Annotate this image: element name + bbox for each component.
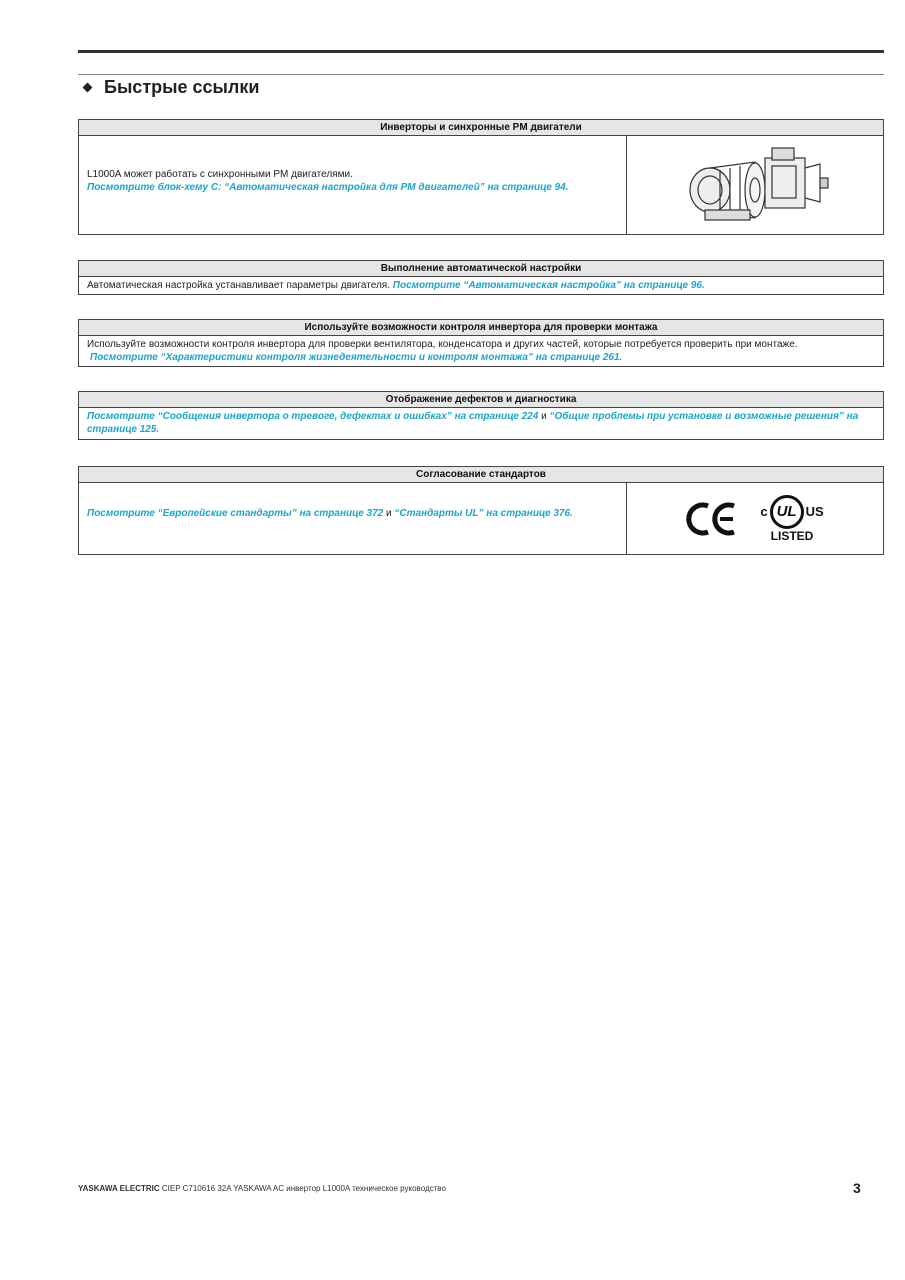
ul-us-text: US [805, 504, 824, 519]
conjunction-text: и [386, 508, 392, 519]
ce-mark-icon [686, 502, 738, 536]
top-rule [78, 50, 884, 53]
ul-circle: UL [770, 495, 804, 529]
cross-reference-link[interactable]: Посмотрите “Европейские стандарты” на странице 372 [87, 508, 384, 519]
cross-reference-link[interactable]: Посмотрите “Сообщения инвертора о тревоге, дефектах и ошибках” на странице 224 [87, 411, 539, 422]
footer-text: CIEP C710616 32A YASKAWA AC инвертор L1000A техническое руководство [161, 1184, 446, 1193]
table-header: Отображение дефектов и диагностика [79, 392, 883, 408]
table-cell [79, 408, 883, 438]
table-monitoring [78, 319, 884, 367]
table-diagnostics [78, 391, 884, 440]
conjunction-text: и [541, 411, 547, 422]
table-header: Согласование стандартов [79, 467, 883, 483]
page-footer [78, 1184, 446, 1193]
cross-reference-link[interactable]: Посмотрите “Автоматическая настройка” на странице 96. [392, 280, 705, 291]
section-title: Быстрые ссылки [104, 77, 260, 97]
cross-reference-link[interactable]: “Общие проблемы при установке и возможные решения” на странице 125. [87, 411, 859, 435]
motor-illustration-icon [680, 140, 830, 230]
table-auto-tuning [78, 260, 884, 295]
table-header: Используйте возможности контроля инвертора для проверки монтажа [79, 320, 883, 336]
ul-c-text: c [760, 504, 768, 519]
cross-reference-link[interactable]: “Стандарты UL” на странице 376. [394, 508, 573, 519]
table-standards [78, 466, 884, 555]
table-header: Выполнение автоматической настройки [79, 261, 883, 277]
table-header: Инверторы и синхронные PM двигатели [79, 120, 883, 136]
ul-listed-mark-icon [760, 495, 823, 543]
table-pm-motors [78, 119, 884, 235]
section-heading [82, 77, 259, 98]
image-cell [626, 483, 883, 554]
cross-reference-link[interactable]: Посмотрите “Характеристики контроля жизнедеятельности и контроля монтажа” на странице 261. [90, 352, 623, 363]
footer-brand: YASKAWA ELECTRIC [78, 1184, 160, 1193]
page-number: 3 [853, 1180, 861, 1196]
table-cell [79, 277, 883, 294]
title-rule [78, 74, 884, 75]
body-text: L1000A может работать с синхронными PM двигателями. [87, 169, 353, 180]
table-cell [79, 136, 626, 234]
body-text: Автоматическая настройка устанавливает параметры двигателя. [87, 280, 390, 291]
ul-listed-text: LISTED [770, 528, 814, 543]
diamond-bullet-icon [83, 83, 93, 93]
table-cell [79, 483, 626, 554]
table-cell [79, 336, 883, 366]
body-text: Используйте возможности контроля инвертора для проверки вентилятора, конденсатора и других частей, которые потребуется проверить при монтаже. [87, 339, 798, 350]
cross-reference-link[interactable]: Посмотрите блок-хему C: “Автоматическая настройка для PM двигателей” на странице 94. [87, 182, 569, 193]
image-cell [626, 136, 883, 234]
